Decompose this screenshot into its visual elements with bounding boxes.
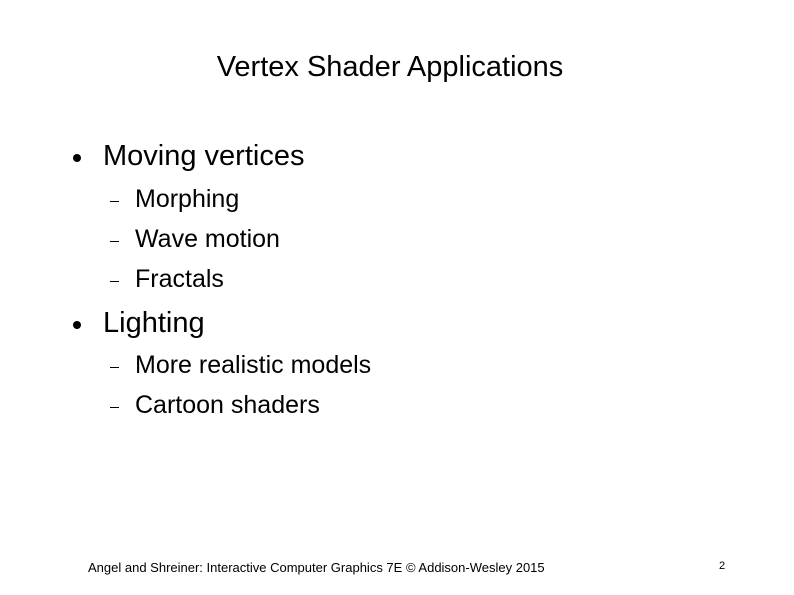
subitem-more-realistic-models: More realistic models (135, 351, 372, 379)
bullet-dot-icon (73, 321, 81, 329)
bullet-lighting: Lighting (103, 307, 205, 339)
bullet-moving-vertices: Moving vertices (103, 140, 305, 172)
dash-icon (110, 407, 119, 408)
dash-icon (110, 201, 119, 202)
page-number: 2 (719, 560, 726, 572)
bullet-dot-icon (73, 154, 81, 162)
dash-icon (110, 367, 119, 368)
slide-title: Vertex Shader Applications (216, 51, 564, 83)
subitem-wave-motion: Wave motion (135, 225, 280, 253)
slide-footer: Angel and Shreiner: Interactive Computer Graphics 7E © Addison-Wesley 2015 (88, 560, 545, 575)
subitem-morphing: Morphing (135, 185, 240, 213)
dash-icon (110, 241, 119, 242)
subitem-cartoon-shaders: Cartoon shaders (135, 391, 320, 419)
subitem-fractals: Fractals (135, 265, 224, 293)
dash-icon (110, 281, 119, 282)
